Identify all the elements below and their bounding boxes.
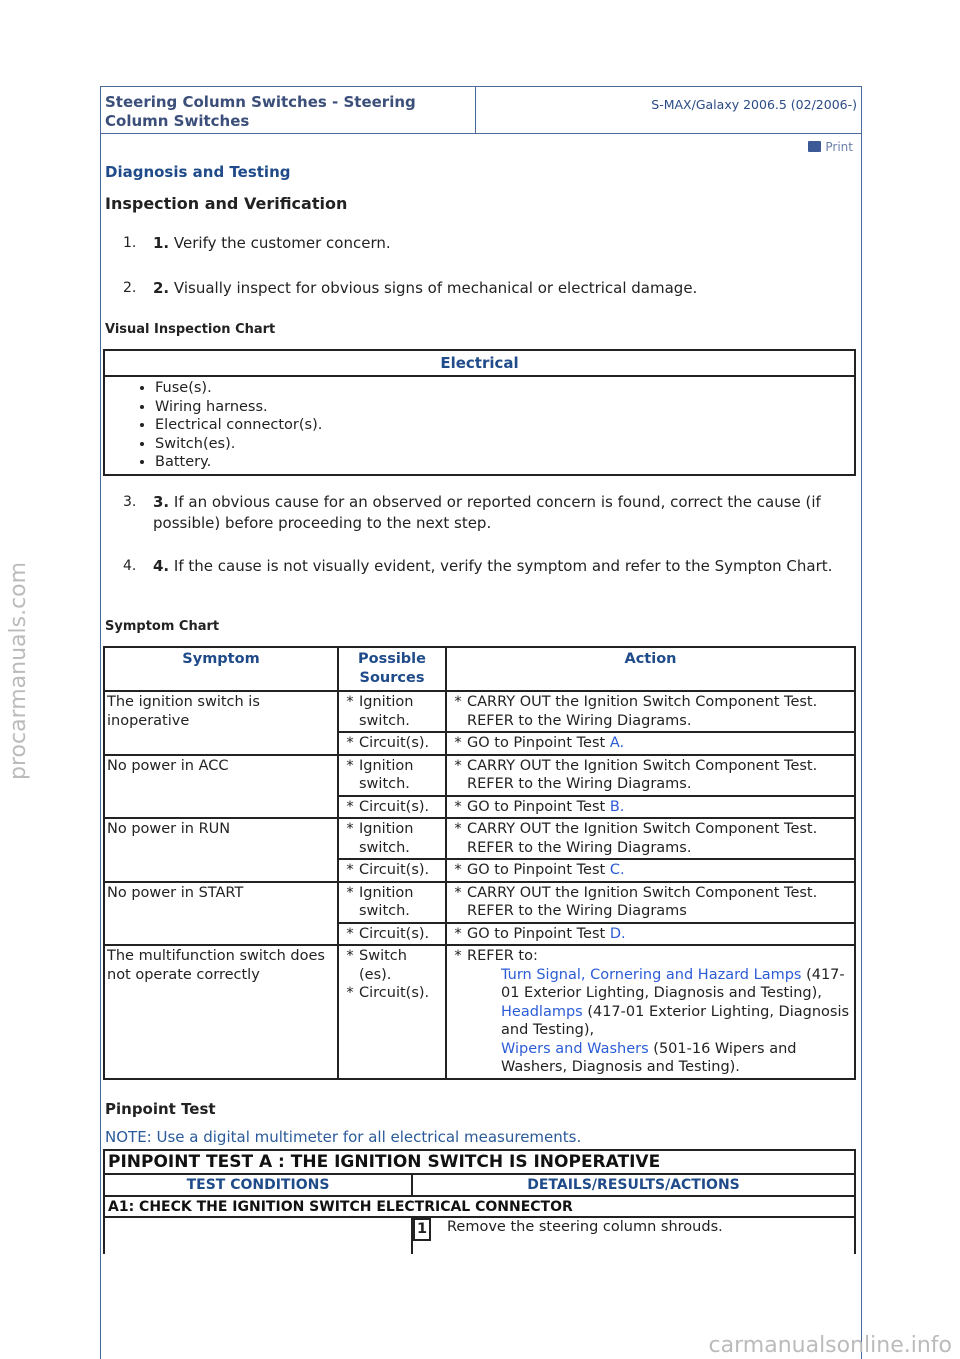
table-row: * Circuit(s). * GO to Pinpoint Test C. xyxy=(104,859,855,882)
page-header xyxy=(101,87,861,134)
table-row: No power in START * Ignition switch. * CARRY OUT the Ignition Switch Component Test. REFER to the Wiring Diagrams xyxy=(104,882,855,923)
pinpoint-heading: Pinpoint Test xyxy=(105,1100,216,1118)
test-conditions-header: TEST CONDITIONS xyxy=(104,1174,412,1196)
table-row: * Circuit(s). * GO to Pinpoint Test B. xyxy=(104,796,855,819)
table-row: * Circuit(s). * GO to Pinpoint Test A. xyxy=(104,732,855,755)
model-label: S-MAX/Galaxy 2006.5 (02/2006-) xyxy=(651,97,857,112)
symptom-header: Symptom xyxy=(104,647,338,691)
print-link[interactable]: Print xyxy=(808,140,853,154)
sources-header: Possible Sources xyxy=(338,647,446,691)
printer-icon xyxy=(808,141,821,152)
visual-inspection-table xyxy=(103,349,856,476)
list-item: • Battery. xyxy=(155,453,850,472)
details-header: DETAILS/RESULTS/ACTIONS xyxy=(412,1174,855,1196)
turn-signal-link[interactable]: Turn Signal, Cornering and Hazard Lamps xyxy=(501,966,802,983)
pinpoint-link-c[interactable]: C. xyxy=(609,862,625,878)
symptom-table xyxy=(103,646,856,1080)
table-row: The ignition switch is inoperative * Ignition switch. * CARRY OUT the Ignition Switch Component Test. REFER to the Wiring Diagrams. xyxy=(104,691,855,732)
table-row: * Circuit(s). * GO to Pinpoint Test D. xyxy=(104,923,855,946)
step-number-badge: 1 xyxy=(413,1218,431,1241)
table-row: No power in RUN * Ignition switch. * CARRY OUT the Ignition Switch Component Test. REFER to the Wiring Diagrams. xyxy=(104,818,855,859)
electrical-list xyxy=(109,379,850,472)
table-row: The multifunction switch does not operate correctly * Switch (es). * Circuit(s). * REFER to: Turn Signal, Cornering and Hazard Lamps (417-01 Exterior Lighting, Diagnosis and Testing), Headlamps (417-01 Exterior Lighting, Diagnosis and Testing), Wipers and Washers (501-16 Wipers and Washers, Diagnosis and Testing). xyxy=(104,945,855,1079)
list-item: • Switch(es). xyxy=(155,435,850,454)
note-text: NOTE: Use a digital multimeter for all electrical measurements. xyxy=(105,1128,582,1146)
step-a1-title: A1: CHECK THE IGNITION SWITCH ELECTRICAL CONNECTOR xyxy=(104,1196,855,1217)
wipers-link[interactable]: Wipers and Washers xyxy=(501,1040,649,1057)
pinpoint-link-b[interactable]: B. xyxy=(609,798,625,815)
list-item: • Fuse(s). xyxy=(155,379,850,398)
subsection-heading: Inspection and Verification xyxy=(105,194,348,213)
section-heading: Diagnosis and Testing xyxy=(105,163,291,181)
list-item: • Electrical connector(s). xyxy=(155,416,850,435)
electrical-header: Electrical xyxy=(104,350,855,376)
pinpoint-title: PINPOINT TEST A : THE IGNITION SWITCH IS INOPERATIVE xyxy=(104,1150,855,1174)
pinpoint-link-a[interactable]: A. xyxy=(609,735,625,751)
table-row: No power in ACC * Ignition switch. * CARRY OUT the Ignition Switch Component Test. REFER to the Wiring Diagrams. xyxy=(104,755,855,796)
pinpoint-table: PINPOINT TEST A : THE IGNITION SWITCH IS INOPERATIVE TEST CONDITIONS DETAILS/RESULTS/ACTIONS A1: CHECK THE IGNITION SWITCH ELECTRICAL CONNECTOR 1 Remove the steering column shrouds. xyxy=(103,1149,856,1254)
document-page: Steering Column Switches - Steering Column Switches S-MAX/Galaxy 2006.5 (02/2006-) Print Diagnosis and Testing Inspection and Verification 1. 1. Verify the customer concern. 2. 2. Visually inspect for obvious signs of mechanical or electrical damage. Visual Inspection Chart Electrical • Fuse(s). • Wiring harness. • Electrical connector(s). • Switch(es). • Battery. 3. 3. If an obvious cause for an observed or reported concern is found, correct the cause (if possible) before proceeding to the next step. 4. 4. If the cause is not visually evident, verify the symptom and refer to the Sympton Chart. Symptom Chart Symptom Possible Sources Action The ignition switch is inoperative * Ignition switch. * CARRY OUT the Ignition Switch Component Test. REFER to the Wiring Diagrams. * Circuit(s). * GO to Pinpoint Test A. No power in ACC * Ignition switch. * CARRY OUT the Ignition Switch Component Test. REFER to the Wiring Diagrams. * Circuit(s). * GO to Pinpoint Test B. No power in RUN * Ignition switch. * CARRY OUT the Ignition Switch Component Test. REFER to the Wiring Diagrams. * Circuit(s). * GO to Pinpoint Test C. No power in START * Ignition switch. * CARRY OUT the Ignition Switch Component Test. REFER to the Wiring Diagrams * Circuit(s). * GO to Pinpoint Test D. The multifunction switch does not operate correctly * Switch (es). * Circuit(s). * REFER to: Turn Signal, Cornering and Hazard Lamps (417-01 Exterior Lighting, Diagnosis and Testing), Headlamps (417-01 Exterior Lighting, Diagnosis and Testing), Wipers and Washers (501-16 Wipers and Washers, Diagnosis and Testing). Pinpoint Test NOTE: Use a digital multimeter for all electrical measurements. PINPOINT TEST A : THE IGNITION SWITCH IS INOPERATIVE TEST CONDITIONS DETAILS/RESULTS/ACTIONS A1: CHECK THE IGNITION SWITCH ELECTRICAL CONNECTOR 1 Remove the steering column shrouds. xyxy=(100,86,862,1359)
visual-chart-title: Visual Inspection Chart xyxy=(105,322,276,337)
bottom-watermark: carmanualsonline.info xyxy=(708,1333,952,1358)
headlamps-link[interactable]: Headlamps xyxy=(501,1003,583,1020)
side-watermark: procarmanuals.com xyxy=(6,561,31,780)
list-item: • Wiring harness. xyxy=(155,398,850,417)
symptom-chart-title: Symptom Chart xyxy=(105,619,220,634)
action-header: Action xyxy=(446,647,855,691)
page-title: Steering Column Switches - Steering Column Switches xyxy=(101,87,476,133)
pinpoint-link-d[interactable]: D. xyxy=(609,925,626,942)
